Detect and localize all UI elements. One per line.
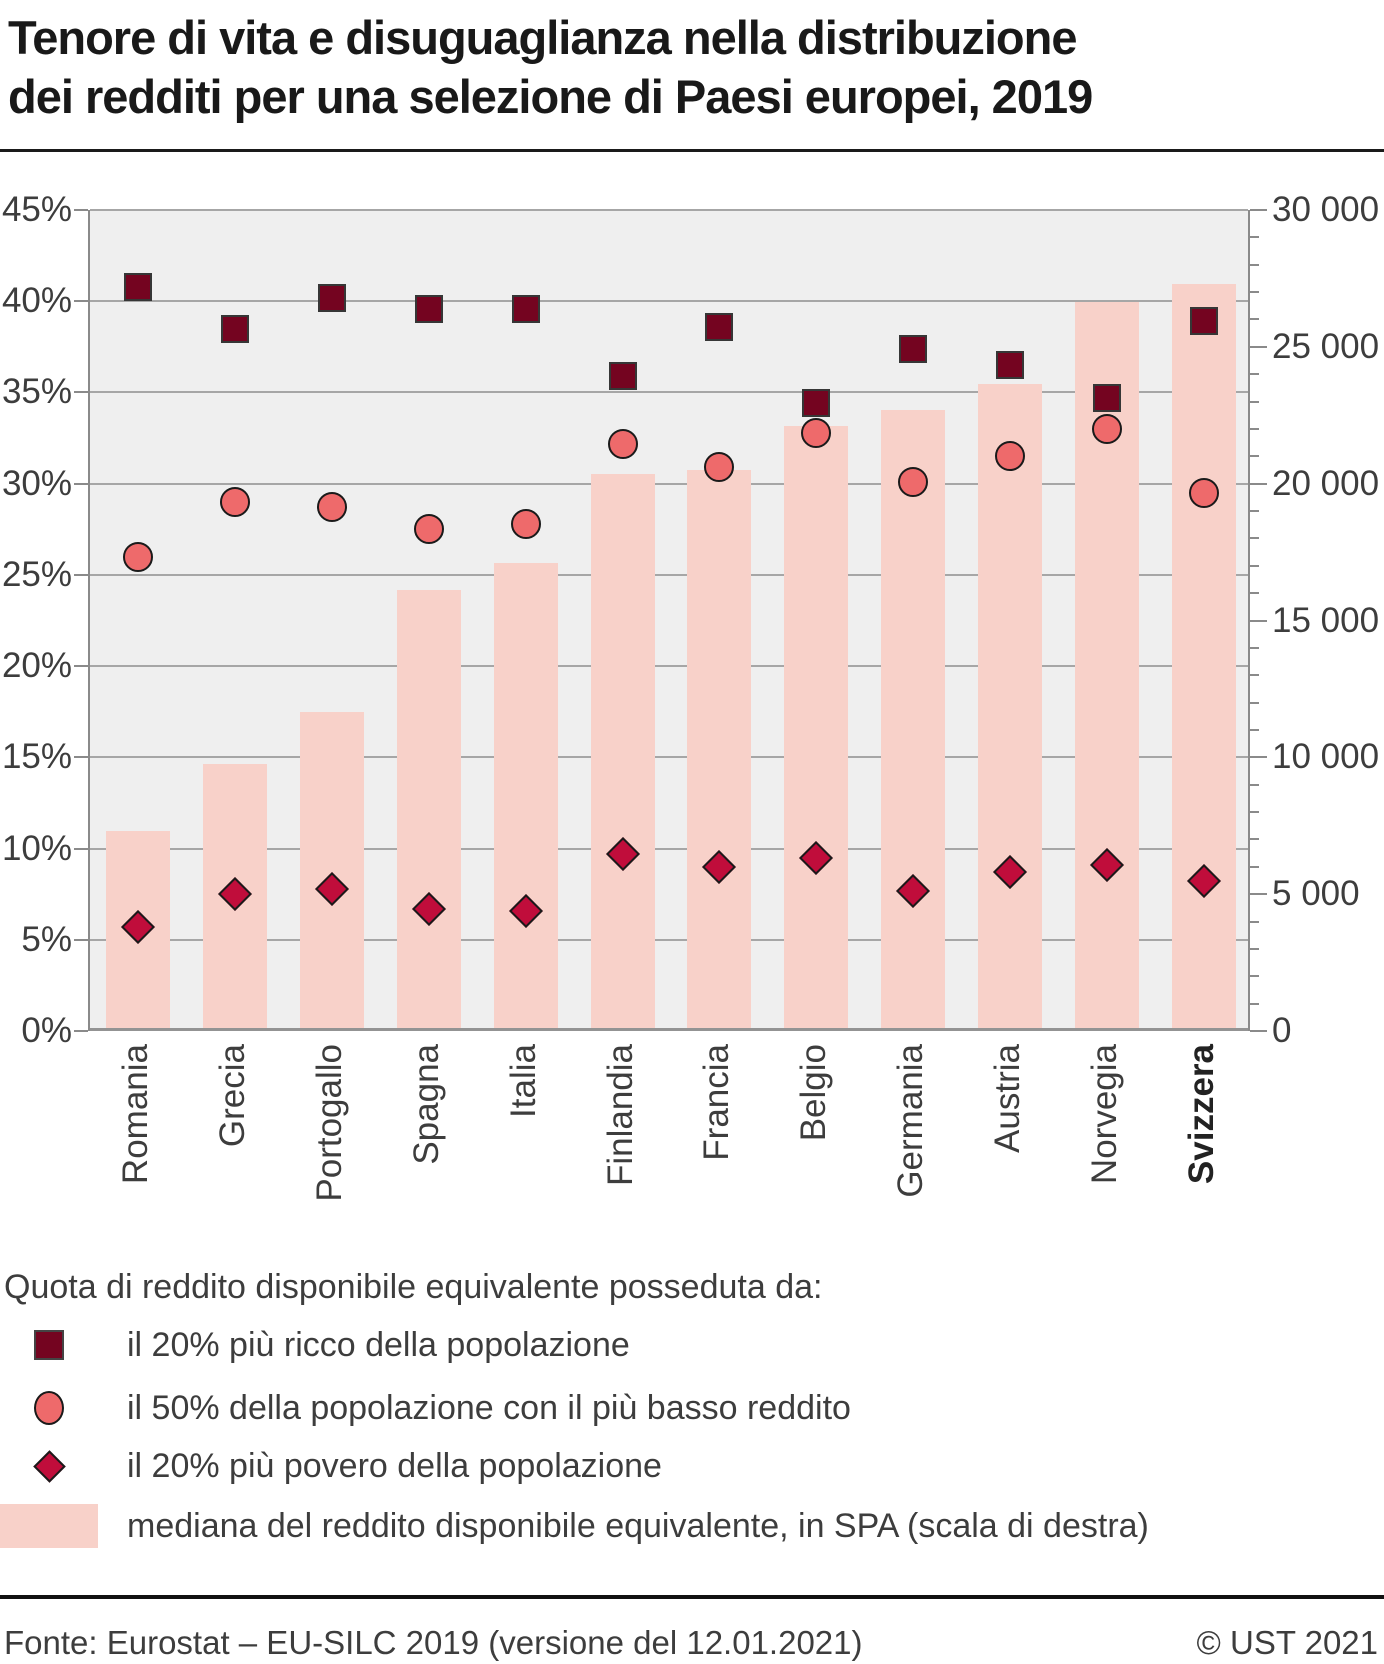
square-marker-Germania — [899, 335, 927, 363]
right-minor-tick-8000 — [1250, 811, 1259, 813]
left-tick-30 — [74, 483, 88, 485]
right-axis-label-25000: 25 000 — [1272, 326, 1380, 366]
square-marker-Svizzera — [1190, 307, 1218, 335]
left-axis-label-5: 5% — [21, 919, 72, 959]
square-marker-Grecia — [221, 315, 249, 343]
x-label-Belgio: Belgio — [794, 1044, 834, 1142]
right-minor-tick-24000 — [1250, 373, 1259, 375]
x-label-Romania: Romania — [116, 1044, 156, 1185]
left-axis-label-20: 20% — [1, 646, 72, 686]
legend-label-bottom50: il 50% della popolazione con il più basso reddito — [127, 1388, 851, 1427]
x-label-Francia: Francia — [697, 1044, 737, 1161]
right-tick-10000 — [1250, 756, 1267, 758]
circle-marker-Spagna — [414, 514, 444, 544]
left-tick-25 — [74, 574, 88, 576]
circle-marker-Norvegia — [1092, 414, 1122, 444]
circle-marker-Finlandia — [608, 429, 638, 459]
chart-title-line1: Tenore di vita e disuguaglianza nella distribuzione — [8, 11, 1077, 64]
right-minor-tick-6000 — [1250, 866, 1259, 868]
square-marker-Portogallo — [318, 284, 346, 312]
right-tick-25000 — [1250, 346, 1267, 348]
plot-area — [88, 210, 1250, 1031]
left-axis-label-45: 45% — [1, 190, 72, 229]
left-tick-10 — [74, 848, 88, 850]
left-tick-45 — [74, 209, 88, 211]
right-tick-30000 — [1250, 209, 1267, 211]
circle-marker-Romania — [123, 542, 153, 572]
right-minor-tick-29000 — [1250, 236, 1259, 238]
circle-marker-Grecia — [220, 487, 250, 517]
bar-Spagna — [397, 590, 461, 1031]
right-minor-tick-22000 — [1250, 428, 1259, 430]
right-minor-tick-3000 — [1250, 948, 1259, 950]
left-tick-40 — [74, 300, 88, 302]
x-label-Spagna: Spagna — [406, 1044, 446, 1165]
legend-item-top20 — [0, 1321, 630, 1369]
legend-header: Quota di reddito disponibile equivalente posseduta da: — [4, 1268, 823, 1306]
left-tick-15 — [74, 756, 88, 758]
x-label-Svizzera: Svizzera — [1181, 1044, 1221, 1185]
circle-marker-Italia — [511, 509, 541, 539]
circle-marker-Germania — [898, 467, 928, 497]
left-tick-0 — [74, 1030, 88, 1032]
left-axis-label-25: 25% — [1, 554, 72, 594]
left-axis-label-30: 30% — [1, 463, 72, 503]
left-tick-5 — [74, 939, 88, 941]
bar-legend-icon — [0, 1504, 98, 1548]
square-marker-Spagna — [415, 295, 443, 323]
chart-title-line2: dei redditi per una selezione di Paesi europei, 2019 — [8, 70, 1093, 123]
right-minor-tick-16000 — [1250, 592, 1259, 594]
source-note: Fonte: Eurostat – EU-SILC 2019 (versione del 12.01.2021) — [4, 1624, 863, 1661]
right-axis-label-10000: 10 000 — [1272, 737, 1380, 777]
x-label-Grecia: Grecia — [213, 1044, 253, 1148]
bar-Francia — [687, 470, 751, 1031]
x-label-Austria: Austria — [987, 1044, 1027, 1153]
square-marker-Belgio — [802, 389, 830, 417]
left-axis-label-10: 10% — [1, 828, 72, 868]
right-minor-tick-11000 — [1250, 729, 1259, 731]
right-minor-tick-2000 — [1250, 975, 1259, 977]
right-minor-tick-27000 — [1250, 291, 1259, 293]
chart-title — [8, 8, 1378, 126]
legend-label-bottom20: il 20% più povero della popolazione — [127, 1446, 662, 1485]
circle-legend-icon — [34, 1391, 64, 1425]
gridline-45 — [90, 209, 1248, 211]
bar-Belgio — [784, 426, 848, 1031]
right-minor-tick-17000 — [1250, 565, 1259, 567]
bar-Finlandia — [591, 474, 655, 1031]
right-axis-label-20000: 20 000 — [1272, 463, 1380, 503]
left-axis-label-35: 35% — [1, 372, 72, 412]
legend-item-bottom50 — [0, 1384, 851, 1432]
copyright-note: © UST 2021 — [1196, 1624, 1378, 1661]
square-marker-Romania — [124, 273, 152, 301]
x-label-Italia: Italia — [503, 1044, 543, 1118]
square-marker-Austria — [996, 351, 1024, 379]
right-minor-tick-13000 — [1250, 674, 1259, 676]
title-divider — [0, 149, 1384, 152]
right-minor-tick-9000 — [1250, 784, 1259, 786]
right-axis-label-15000: 15 000 — [1272, 600, 1380, 640]
square-marker-Italia — [512, 295, 540, 323]
left-axis-label-15: 15% — [1, 737, 72, 777]
right-axis-label-0: 0 — [1272, 1011, 1292, 1050]
circle-marker-Portogallo — [317, 492, 347, 522]
circle-marker-Belgio — [801, 418, 831, 448]
right-minor-tick-12000 — [1250, 702, 1259, 704]
x-label-Norvegia: Norvegia — [1084, 1044, 1124, 1185]
x-label-Finlandia: Finlandia — [600, 1044, 640, 1187]
right-tick-15000 — [1250, 620, 1267, 622]
bar-Germania — [881, 410, 945, 1031]
right-minor-tick-26000 — [1250, 318, 1259, 320]
right-axis-label-30000: 30 000 — [1272, 190, 1380, 229]
right-minor-tick-1000 — [1250, 1003, 1259, 1005]
right-axis-label-5000: 5 000 — [1272, 874, 1360, 914]
circle-marker-Austria — [995, 441, 1025, 471]
legend-label-top20: il 20% più ricco della popolazione — [127, 1325, 630, 1364]
square-legend-icon — [34, 1330, 64, 1360]
right-minor-tick-28000 — [1250, 264, 1259, 266]
bar-Italia — [494, 563, 558, 1031]
left-axis-label-0: 0% — [21, 1011, 72, 1050]
right-minor-tick-14000 — [1250, 647, 1259, 649]
diamond-legend-icon — [33, 1450, 66, 1483]
right-minor-tick-7000 — [1250, 838, 1259, 840]
x-axis-line — [90, 1028, 1248, 1031]
right-tick-20000 — [1250, 483, 1267, 485]
bar-Austria — [978, 384, 1042, 1031]
square-marker-Francia — [705, 313, 733, 341]
right-minor-tick-18000 — [1250, 537, 1259, 539]
legend-item-bottom20 — [0, 1442, 662, 1490]
right-minor-tick-21000 — [1250, 455, 1259, 457]
legend-item-median — [0, 1502, 1149, 1550]
right-minor-tick-23000 — [1250, 401, 1259, 403]
left-tick-35 — [74, 391, 88, 393]
footer-divider — [0, 1595, 1384, 1599]
square-marker-Finlandia — [609, 362, 637, 390]
right-tick-0 — [1250, 1030, 1267, 1032]
right-minor-tick-19000 — [1250, 510, 1259, 512]
x-label-Germania: Germania — [891, 1044, 931, 1198]
bar-Svizzera — [1172, 284, 1236, 1031]
x-label-Portogallo: Portogallo — [310, 1044, 350, 1202]
circle-marker-Svizzera — [1189, 478, 1219, 508]
legend-label-median: mediana del reddito disponibile equivalente, in SPA (scala di destra) — [127, 1506, 1149, 1545]
left-axis-label-40: 40% — [1, 281, 72, 321]
right-tick-5000 — [1250, 893, 1267, 895]
left-tick-20 — [74, 665, 88, 667]
right-minor-tick-4000 — [1250, 921, 1259, 923]
square-marker-Norvegia — [1093, 384, 1121, 412]
